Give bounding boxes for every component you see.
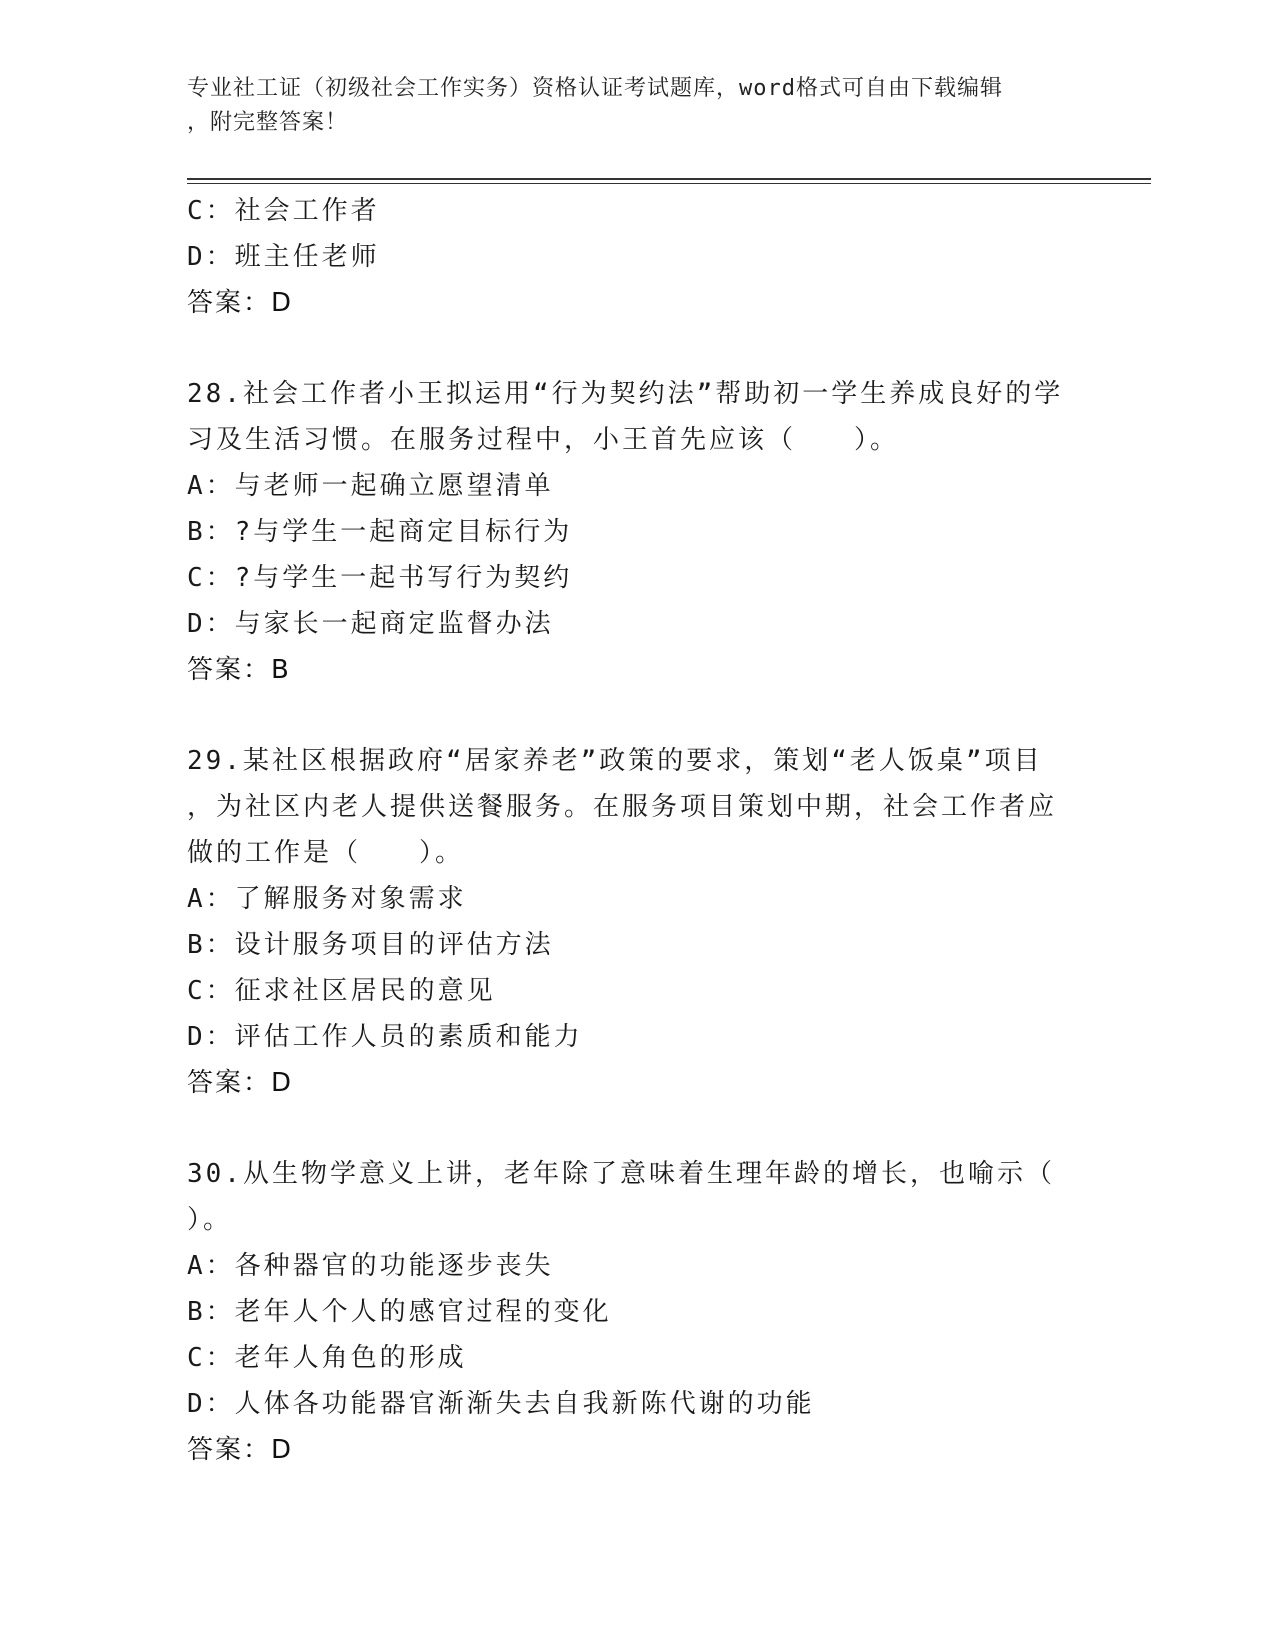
option-d: D：评估工作人员的素质和能力 bbox=[187, 1022, 583, 1052]
question-28 bbox=[187, 371, 1087, 693]
option-c: C：老年人角色的形成 bbox=[187, 1343, 467, 1373]
option-a: A：与老师一起确立愿望清单 bbox=[187, 471, 554, 501]
header-line-2: ，附完整答案！ bbox=[187, 110, 349, 135]
option-c: C：社会工作者 bbox=[187, 196, 380, 226]
question-stem-line-2: ）。 bbox=[187, 1205, 233, 1235]
answer: 答案：B bbox=[187, 655, 291, 685]
question-stem-line-1: 29.某社区根据政府“居家养老”政策的要求，策划“老人饭桌”项目 bbox=[187, 746, 1043, 776]
header-divider-thick bbox=[187, 178, 1151, 180]
option-b: B：?与学生一起商定目标行为 bbox=[187, 517, 573, 547]
header-line-1: 专业社工证（初级社会工作实务）资格认证考试题库，word格式可自由下载编辑 bbox=[187, 76, 1003, 101]
option-d: D：与家长一起商定监督办法 bbox=[187, 609, 554, 639]
option-a: A：各种器官的功能逐步丧失 bbox=[187, 1251, 554, 1281]
option-d: D：人体各功能器官渐渐失去自我新陈代谢的功能 bbox=[187, 1389, 815, 1419]
option-d: D：班主任老师 bbox=[187, 242, 380, 272]
question-stem-line-3: 做的工作是（ ）。 bbox=[187, 838, 465, 868]
option-c: C：?与学生一起书写行为契约 bbox=[187, 563, 573, 593]
question-stem-line-2: 习及生活习惯。在服务过程中，小王首先应该（ ）。 bbox=[187, 425, 900, 455]
question-stem-line-1: 30.从生物学意义上讲，老年除了意味着生理年龄的增长，也喻示（ bbox=[187, 1159, 1055, 1189]
header-divider-thin bbox=[187, 183, 1151, 184]
question-30 bbox=[187, 1151, 1087, 1473]
answer: 答案：D bbox=[187, 288, 294, 318]
option-c: C：征求社区居民的意见 bbox=[187, 976, 496, 1006]
question-stem-line-1: 28.社会工作者小王拟运用“行为契约法”帮助初一学生养成良好的学 bbox=[187, 379, 1064, 409]
question-list bbox=[187, 188, 1087, 1473]
answer: 答案：D bbox=[187, 1435, 294, 1465]
option-a: A：了解服务对象需求 bbox=[187, 884, 467, 914]
question-27-continued bbox=[187, 188, 1087, 326]
option-b: B：老年人个人的感官过程的变化 bbox=[187, 1297, 612, 1327]
option-b: B：设计服务项目的评估方法 bbox=[187, 930, 554, 960]
question-stem-line-2: ，为社区内老人提供送餐服务。在服务项目策划中期，社会工作者应 bbox=[187, 792, 1058, 822]
question-29 bbox=[187, 738, 1087, 1106]
answer: 答案：D bbox=[187, 1068, 294, 1098]
document-header bbox=[187, 72, 1067, 140]
